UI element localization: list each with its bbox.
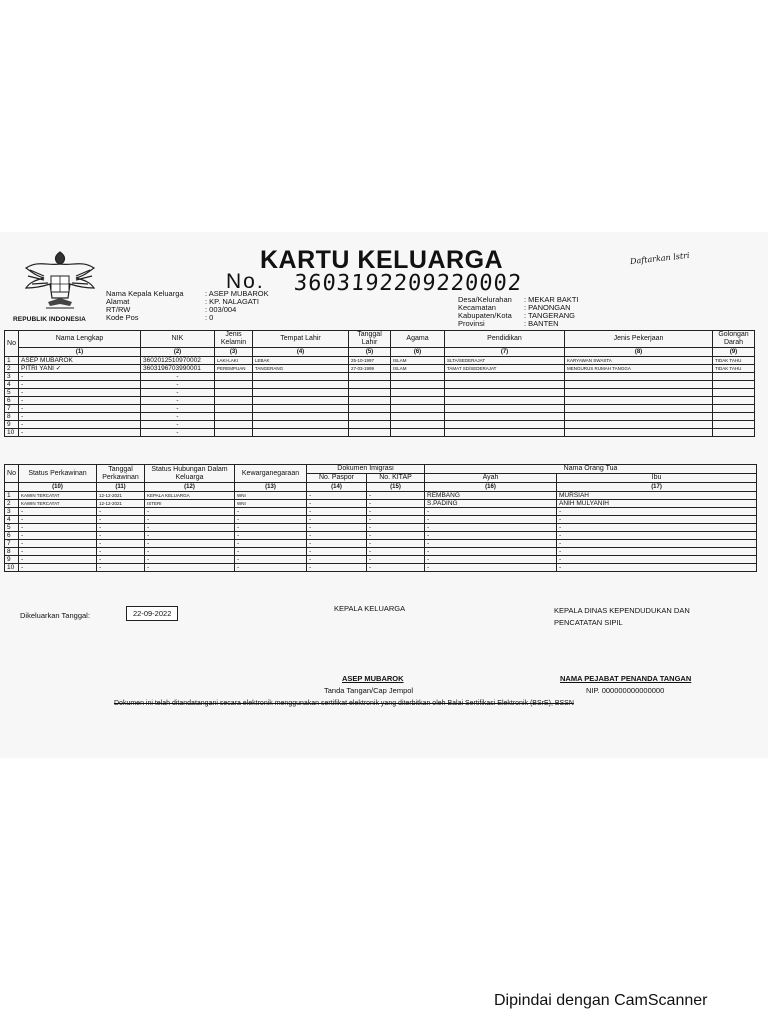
region-info [458, 296, 579, 328]
column-index: (12) [145, 483, 235, 492]
nik-cell: 3602012510970002 [141, 357, 215, 365]
nik-cell: - [141, 389, 215, 397]
father-cell: REMBANG [425, 492, 557, 500]
column-header: No. Paspor [307, 474, 367, 483]
table-row [5, 405, 755, 413]
table-row [5, 381, 755, 389]
religion-cell: ISLAM [391, 365, 445, 373]
column-header: Kewarganegaraan [235, 465, 307, 483]
table-row: 5 - - - - - - - - [5, 524, 757, 532]
row-number: 1 [5, 357, 19, 365]
issued-date: 22-09-2022 [126, 606, 178, 621]
table-row [5, 492, 757, 500]
occupation-cell: KARYAWAN SWASTA [565, 357, 713, 365]
occupation-cell: MENGURUS RUMAH TANGGA [565, 365, 713, 373]
nik-cell: - [141, 381, 215, 389]
table-row: 3 - - - - - - - - [5, 508, 757, 516]
row-number: 1 [5, 492, 19, 500]
name-cell: - [19, 373, 141, 381]
table-row: 9 - - - - - - - - [5, 556, 757, 564]
table-row [5, 413, 755, 421]
column-index: (8) [565, 348, 713, 357]
name-cell: - [19, 389, 141, 397]
column-header: No [5, 331, 19, 357]
table-row [5, 397, 755, 405]
table-row [5, 389, 755, 397]
nik-cell: 3603196703990001 [141, 365, 215, 373]
column-index: (5) [349, 348, 391, 357]
garuda-emblem-icon [18, 246, 102, 320]
mother-cell: ANIH MULYANIH [557, 500, 757, 508]
row-number: 5 [5, 389, 19, 397]
row-number: 4 [5, 381, 19, 389]
row-number: 9 [5, 421, 19, 429]
column-index: (6) [391, 348, 445, 357]
column-index: (15) [367, 483, 425, 492]
column-index: (14) [307, 483, 367, 492]
nik-cell: - [141, 373, 215, 381]
father-cell: S.PADING [425, 500, 557, 508]
citizenship-cell: WNI [235, 500, 307, 508]
relationship-cell: ISTERI [145, 500, 235, 508]
column-index: (16) [425, 483, 557, 492]
head-of-family-signature-name: ASEP MUBAROK [342, 674, 404, 683]
signature-caption: Tanda Tangan/Cap Jempol [324, 686, 414, 695]
info-row: Alamat : KP. NALAGATI [106, 297, 259, 306]
nik-cell: - [141, 429, 215, 437]
nik-cell: - [141, 397, 215, 405]
blood-type-cell: TIDAK TAHU [713, 365, 755, 373]
column-header: Ayah [425, 474, 557, 483]
blood-type-cell: TIDAK TAHU [713, 357, 755, 365]
index-row [5, 348, 755, 357]
family-status-table [4, 464, 757, 572]
birthplace-cell: LEBAK [253, 357, 349, 365]
info-row: Kecamatan : PANONGAN [458, 303, 571, 312]
education-cell: SLTA/SEDERAJAT [445, 357, 565, 365]
table-row: 10 - - - - - - - - [5, 564, 757, 572]
column-index: (17) [557, 483, 757, 492]
name-cell: - [19, 381, 141, 389]
kitap-cell: - [367, 500, 425, 508]
birthplace-cell: TANGERANG [253, 365, 349, 373]
relationship-cell: KEPALA KELUARGA [145, 492, 235, 500]
table-row: 4 - - - - - - - - [5, 516, 757, 524]
gender-cell: PEREMPUAN [215, 365, 253, 373]
info-row: Provinsi : BANTEN [458, 319, 559, 328]
passport-cell: - [307, 492, 367, 500]
head-of-family-label: KEPALA KELUARGA [334, 604, 406, 613]
row-number: 2 [5, 500, 19, 508]
column-index: (3) [215, 348, 253, 357]
marital-status-cell: KAWIN TERCATAT [19, 500, 97, 508]
name-cell: - [19, 405, 141, 413]
table-row: 8 - - - - - - - - [5, 548, 757, 556]
passport-cell: - [307, 500, 367, 508]
column-header: Tempat Lahir [253, 331, 349, 348]
emblem-caption: REPUBLIK INDONESIA [13, 316, 86, 323]
column-index: (9) [713, 348, 755, 357]
row-number: 3 [5, 373, 19, 381]
table-row [5, 373, 755, 381]
column-index: (10) [19, 483, 97, 492]
column-header: Nama Orang Tua [425, 465, 757, 474]
name-cell: ASEP MUBAROK [19, 357, 141, 365]
marriage-date-cell: 12-12-2021 [97, 500, 145, 508]
row-number: 7 [5, 405, 19, 413]
nik-cell: - [141, 421, 215, 429]
info-row: Nama Kepala Keluarga : ASEP MUBAROK [106, 289, 269, 298]
column-header: Status Hubungan Dalam Keluarga [145, 465, 235, 483]
birthdate-cell: 25-10-1997 [349, 357, 391, 365]
header-row [5, 331, 755, 348]
table-row [5, 365, 755, 373]
agency-head-label: KEPALA DINAS KEPENDUDUKAN DAN PENCATATAN SIPIL [554, 606, 690, 627]
column-header: Golongan Darah [713, 331, 755, 348]
index-row [5, 483, 757, 492]
column-index: (1) [19, 348, 141, 357]
column-index: (13) [235, 483, 307, 492]
column-index: (7) [445, 348, 565, 357]
column-header: Ibu [557, 474, 757, 483]
official-name: NAMA PEJABAT PENANDA TANGAN [560, 674, 692, 683]
column-index: (11) [97, 483, 145, 492]
name-cell: - [19, 413, 141, 421]
column-header: Status Perkawinan [19, 465, 97, 483]
marital-status-cell: KAWIN TERCATAT [19, 492, 97, 500]
official-nip: NIP. 000000000000000 [586, 686, 665, 695]
table-row [5, 429, 755, 437]
name-cell: PITRI YANI ✓ [19, 365, 141, 373]
header-row [5, 465, 757, 474]
education-cell: TAMAT SD/SEDERAJAT [445, 365, 565, 373]
table-row [5, 500, 757, 508]
column-header: Nama Lengkap [19, 331, 141, 348]
info-row: Kode Pos : 0 [106, 313, 214, 322]
column-header: Jenis Pekerjaan [565, 331, 713, 348]
row-number: 8 [5, 413, 19, 421]
column-header: No. KITAP [367, 474, 425, 483]
electronic-signature-disclaimer: Dokumen ini telah ditandatangani secara elektronik menggunakan sertifikat elektronik yang diterbitkan oleh Balai Sertifikasi Elektronik (BSrE), BSSN [114, 700, 574, 707]
info-row: Desa/Kelurahan : MEKAR BAKTI [458, 295, 579, 304]
head-of-family-info [106, 290, 269, 322]
document-title: KARTU KELUARGA [260, 246, 504, 274]
nik-cell: - [141, 405, 215, 413]
info-row: Kabupaten/Kota : TANGERANG [458, 311, 575, 320]
column-header: Tanggal Lahir [349, 331, 391, 348]
row-number: 2 [5, 365, 19, 373]
gender-cell: LAKI-LAKI [215, 357, 253, 365]
column-index: (4) [253, 348, 349, 357]
nik-cell: - [141, 413, 215, 421]
kitap-cell: - [367, 492, 425, 500]
column-header: No [5, 465, 19, 483]
mother-cell: MURSIAH [557, 492, 757, 500]
row-number: 10 [5, 429, 19, 437]
issued-label: Dikeluarkan Tanggal: [20, 611, 90, 620]
column-header: Jenis Kelamin [215, 331, 253, 348]
column-header: NIK [141, 331, 215, 348]
column-header: Agama [391, 331, 445, 348]
table-row [5, 421, 755, 429]
marriage-date-cell: 12-12-2021 [97, 492, 145, 500]
row-number: 6 [5, 397, 19, 405]
document-number-label: No. [226, 270, 265, 293]
name-cell: - [19, 397, 141, 405]
column-header: Tanggal Perkawinan [97, 465, 145, 483]
name-cell: - [19, 429, 141, 437]
table-row: 6 - - - - - - - - [5, 532, 757, 540]
table-row [5, 357, 755, 365]
column-header: Pendidikan [445, 331, 565, 348]
column-header: Dokumen Imigrasi [307, 465, 425, 474]
family-members-table [4, 330, 755, 437]
table-row: 7 - - - - - - - - [5, 540, 757, 548]
handwritten-note: Daftarkan lstri [629, 250, 690, 267]
scanner-watermark: Dipindai dengan CamScanner [494, 992, 708, 1009]
info-row: RT/RW : 003/004 [106, 305, 237, 314]
column-index: (2) [141, 348, 215, 357]
religion-cell: ISLAM [391, 357, 445, 365]
birthdate-cell: 27-03-1999 [349, 365, 391, 373]
citizenship-cell: WNI [235, 492, 307, 500]
document-number: 3603192209220002 [293, 271, 523, 296]
name-cell: - [19, 421, 141, 429]
family-card-document [0, 232, 768, 758]
